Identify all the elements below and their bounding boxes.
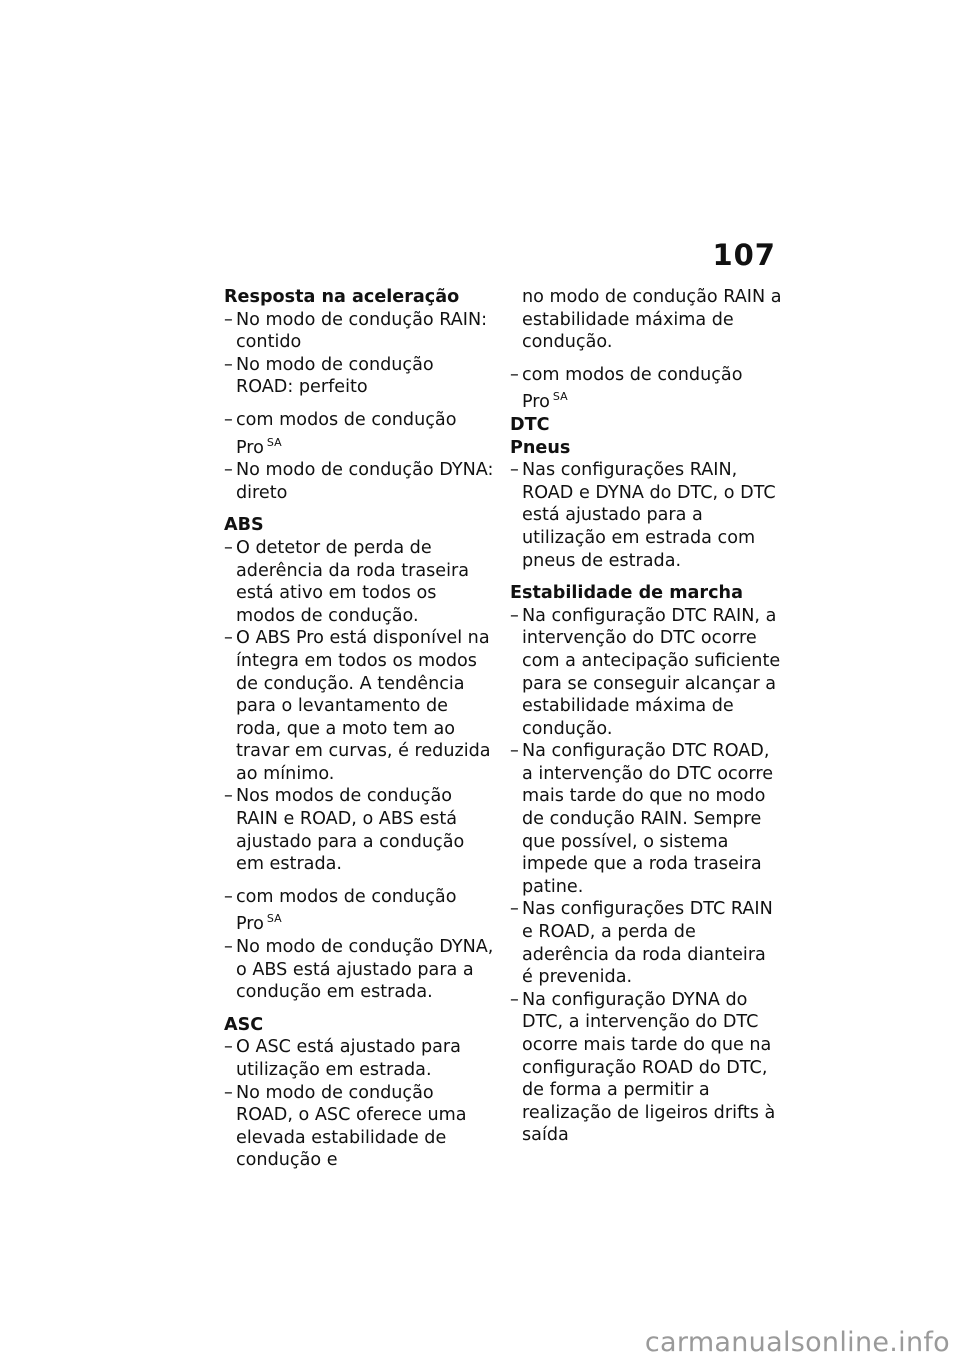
list-item — [224, 354, 496, 399]
list-item-text: Nas configurações DTC RAIN e ROAD, a perda de aderência da roda dianteira é prevenida. — [522, 899, 773, 988]
list-item-text: No modo de condução DYNA: direto — [236, 460, 494, 503]
list-item-text: No modo de condução ROAD, o ASC oferece uma elevada estabilidade de condução e — [236, 1082, 467, 1171]
dash-bullet: – — [224, 886, 233, 907]
section-heading-resposta: Resposta na aceleração — [224, 287, 460, 307]
list-item-pro — [510, 364, 782, 414]
list-item-text: Na configuração DTC RAIN, a intervenção do DTC ocorre com a antecipação suficiente para se conseguir alcançar a estabilidade máxima de condução. — [522, 605, 781, 739]
sa-superscript: SA — [266, 912, 282, 926]
subheading-pneus: Pneus — [510, 437, 571, 458]
list-item-text: com modos de condução Pro — [522, 364, 743, 413]
list-item-text: O ASC está ajustado para utilização em estrada. — [236, 1037, 461, 1080]
right-column — [510, 286, 782, 1147]
dash-bullet: – — [224, 937, 233, 958]
section-heading-dtc: DTC — [510, 414, 550, 435]
continued-text: no modo de condução RAIN a estabilidade máxima de condução. — [522, 287, 782, 353]
list-item-text: No modo de condução ROAD: perfeito — [236, 354, 434, 398]
list-item — [224, 459, 496, 504]
list-item — [224, 1036, 496, 1081]
list-item-text: No modo de condução DYNA, o ABS está ajustado para a condução em estrada. — [236, 937, 494, 1003]
list-item-text: O detetor de perda de aderência da roda traseira está ativo em todos os modos de condução. — [236, 537, 470, 626]
list-item — [224, 785, 496, 875]
list-item-text: Na configuração DYNA do DTC, a intervenção do DTC ocorre mais tarde do que na configuração ROAD do DTC, de forma a permitir a realização de ligeiros drifts à saída — [522, 989, 776, 1146]
dash-bullet: – — [510, 460, 519, 481]
section-heading-abs: ABS — [224, 515, 264, 536]
dash-bullet: – — [510, 741, 519, 762]
dash-bullet: – — [224, 537, 233, 558]
list-item — [510, 459, 782, 572]
sa-superscript: SA — [552, 390, 568, 404]
list-item-text: Na configuração DTC ROAD, a intervenção do DTC ocorre mais tarde do que no modo de condução RAIN. Sempre que possível, o sistema impede que a roda traseira patine. — [522, 741, 774, 897]
dash-bullet: – — [510, 605, 519, 626]
list-item-pro — [224, 409, 496, 459]
list-item-text: O ABS Pro está disponível na íntegra em todos os modos de condução. A tendência para o levantamento de roda, que a moto tem ao travar em curvas, é reduzida ao mínimo. — [236, 628, 491, 784]
list-item — [224, 627, 496, 785]
list-item-text: Nas configurações RAIN, ROAD e DYNA do DTC, o DTC está ajustado para a utilização em estrada com pneus de estrada. — [522, 460, 776, 571]
list-item — [224, 1082, 496, 1172]
dash-bullet: – — [510, 899, 519, 920]
list-item-pro — [224, 886, 496, 936]
list-item — [510, 989, 782, 1147]
sa-superscript: SA — [266, 435, 282, 449]
dash-bullet: – — [510, 364, 519, 385]
list-item-text: Nos modos de condução RAIN e ROAD, o ABS está ajustado para a condução em estrada. — [236, 786, 465, 875]
list-item-text: com modos de condução Pro — [236, 409, 457, 458]
dash-bullet: – — [224, 1082, 233, 1103]
dash-bullet: – — [224, 786, 233, 807]
list-item — [224, 309, 496, 354]
page-number: 107 — [712, 238, 776, 272]
subheading-estabilidade: Estabilidade de marcha — [510, 583, 743, 604]
dash-bullet: – — [224, 628, 233, 649]
list-item — [510, 605, 782, 741]
list-item-text: com modos de condução Pro — [236, 886, 457, 935]
section-heading-asc: ASC — [224, 1014, 264, 1035]
list-item — [224, 936, 496, 1004]
left-column — [224, 286, 496, 1172]
dash-bullet: – — [224, 460, 233, 481]
list-item — [224, 537, 496, 627]
dash-bullet: – — [224, 354, 233, 375]
watermark: carmanualsonline.info — [644, 1327, 950, 1358]
list-item-text: No modo de condução RAIN: contido — [236, 309, 488, 353]
dash-bullet: – — [510, 989, 519, 1010]
dash-bullet: – — [224, 1037, 233, 1058]
list-item — [510, 898, 782, 988]
list-item — [510, 740, 782, 898]
dash-bullet: – — [224, 409, 233, 430]
dash-bullet: – — [224, 309, 233, 330]
